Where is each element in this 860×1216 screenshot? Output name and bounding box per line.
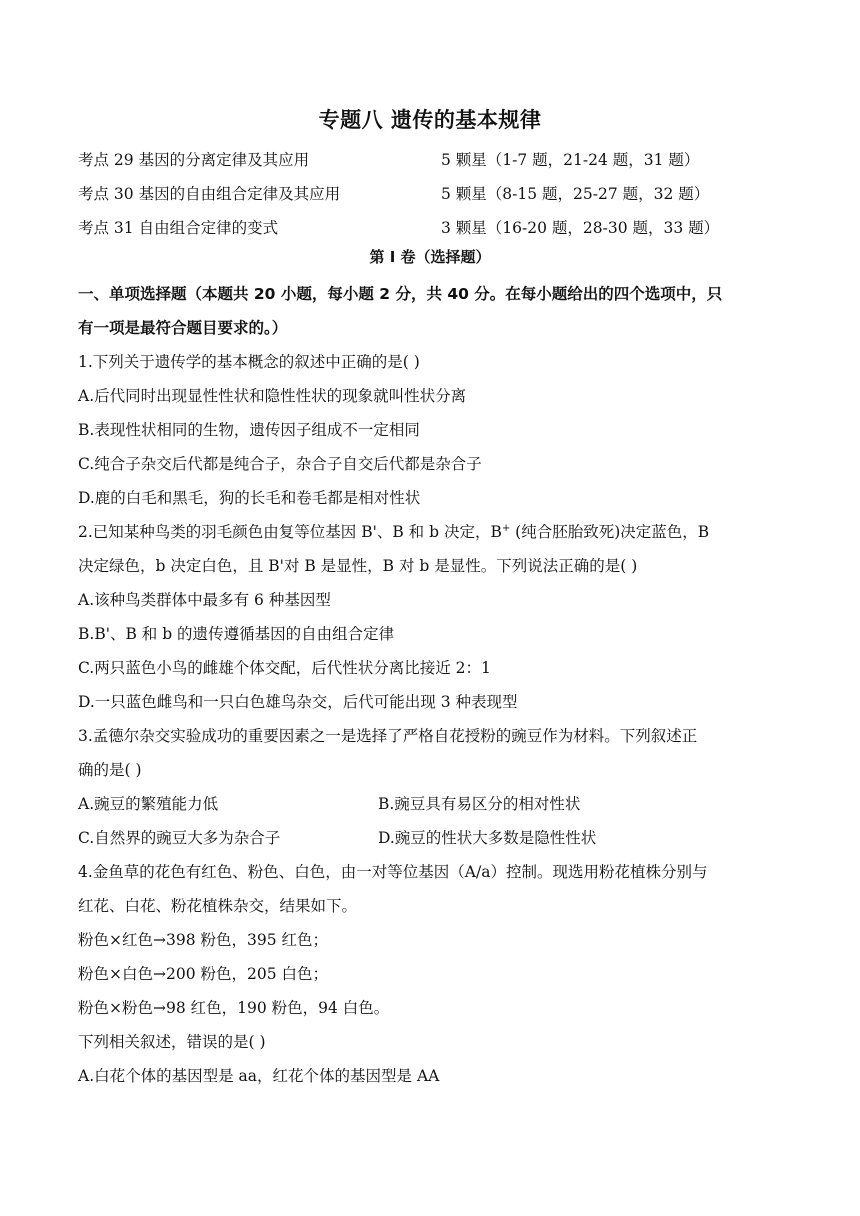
kaodian-stars: 5 颗星（8-15 题，25-27 题，32 题） <box>441 185 710 203</box>
question-2-stem-part: (纯合胚胎致死)决定蓝色，B <box>510 523 710 541</box>
question-4-ask: 下列相关叙述，错误的是( ) <box>78 1033 266 1051</box>
question-2-option-c: C.两只蓝色小鸟的雌雄个体交配，后代性状分离比接近 2：1 <box>78 659 491 677</box>
question-4-stem-cont: 红花、白花、粉花植株杂交，结果如下。 <box>78 897 358 915</box>
question-2-stem <box>78 520 709 542</box>
volume-title: 第 I 卷（选择题） <box>369 248 491 266</box>
kaodian-stars: 3 颗星（16-20 题，28-30 题，33 题） <box>441 219 720 237</box>
question-1-option-c: C.纯合子杂交后代都是纯合子，杂合子自交后代都是杂合子 <box>78 455 482 473</box>
kaodian-stars: 5 颗星（1-7 题，21-24 题，31 题） <box>441 151 700 169</box>
question-3-option-d: D.豌豆的性状大多数是隐性性状 <box>378 829 597 847</box>
section-instructions-line: 一、单项选择题（本题共 20 小题，每小题 2 分，共 40 分。在每小题给出的四个选项中，只 <box>78 285 723 303</box>
kaodian-row <box>78 216 798 240</box>
kaodian-row <box>78 182 798 206</box>
question-1-option-a: A.后代同时出现显性性状和隐性性状的现象就叫性状分离 <box>78 387 467 405</box>
question-2-stem-cont: 决定绿色，b 决定白色，且 B'对 B 是显性，B 对 b 是显性。下列说法正确的是( ) <box>78 557 638 575</box>
kaodian-row <box>78 148 798 172</box>
question-2-option-b: B.B'、B 和 b 的遗传遵循基因的自由组合定律 <box>78 625 395 643</box>
kaodian-name: 考点 31 自由组合定律的变式 <box>78 219 279 237</box>
question-2-stem-part: 2.已知某种鸟类的羽毛颜色由复等位基因 B'、B 和 b 决定，B <box>78 523 502 541</box>
superscript-plus: + <box>501 522 511 534</box>
question-3-option-c: C.自然界的豌豆大多为杂合子 <box>78 829 281 847</box>
question-2-option-d: D.一只蓝色雌鸟和一只白色雄鸟杂交，后代可能出现 3 种表现型 <box>78 693 518 711</box>
question-4-cross-result: 粉色×白色→200 粉色，205 白色； <box>78 965 328 983</box>
question-1-option-d: D.鹿的白毛和黑毛，狗的长毛和卷毛都是相对性状 <box>78 489 421 507</box>
question-1-option-b: B.表现性状相同的生物，遗传因子组成不一定相同 <box>78 421 420 439</box>
kaodian-name: 考点 30 基因的自由组合定律及其应用 <box>78 185 341 203</box>
question-4-option-a: A.白花个体的基因型是 aa，红花个体的基因型是 AA <box>78 1067 440 1085</box>
question-4-cross-result: 粉色×粉色→98 红色，190 粉色，94 白色。 <box>78 999 390 1017</box>
question-4-cross-result: 粉色×红色→398 粉色，395 红色； <box>78 931 328 949</box>
question-3-stem-cont: 确的是( ) <box>78 761 142 779</box>
question-1-stem: 1.下列关于遗传学的基本概念的叙述中正确的是( ) <box>78 353 420 371</box>
question-3-option-a: A.豌豆的繁殖能力低 <box>78 795 219 813</box>
question-2-option-a: A.该种鸟类群体中最多有 6 种基因型 <box>78 591 331 609</box>
question-3-option-b: B.豌豆具有易区分的相对性状 <box>378 795 581 813</box>
question-3-stem: 3.孟德尔杂交实验成功的重要因素之一是选择了严格自花授粉的豌豆作为材料。下列叙述正 <box>78 727 698 745</box>
kaodian-name: 考点 29 基因的分离定律及其应用 <box>78 151 310 169</box>
page-title: 专题八 遗传的基本规律 <box>318 108 542 132</box>
section-instructions-line: 有一项是最符合题目要求的。） <box>78 319 288 337</box>
question-4-stem: 4.金鱼草的花色有红色、粉色、白色，由一对等位基因（A/a）控制。现选用粉花植株分别与 <box>78 863 708 881</box>
